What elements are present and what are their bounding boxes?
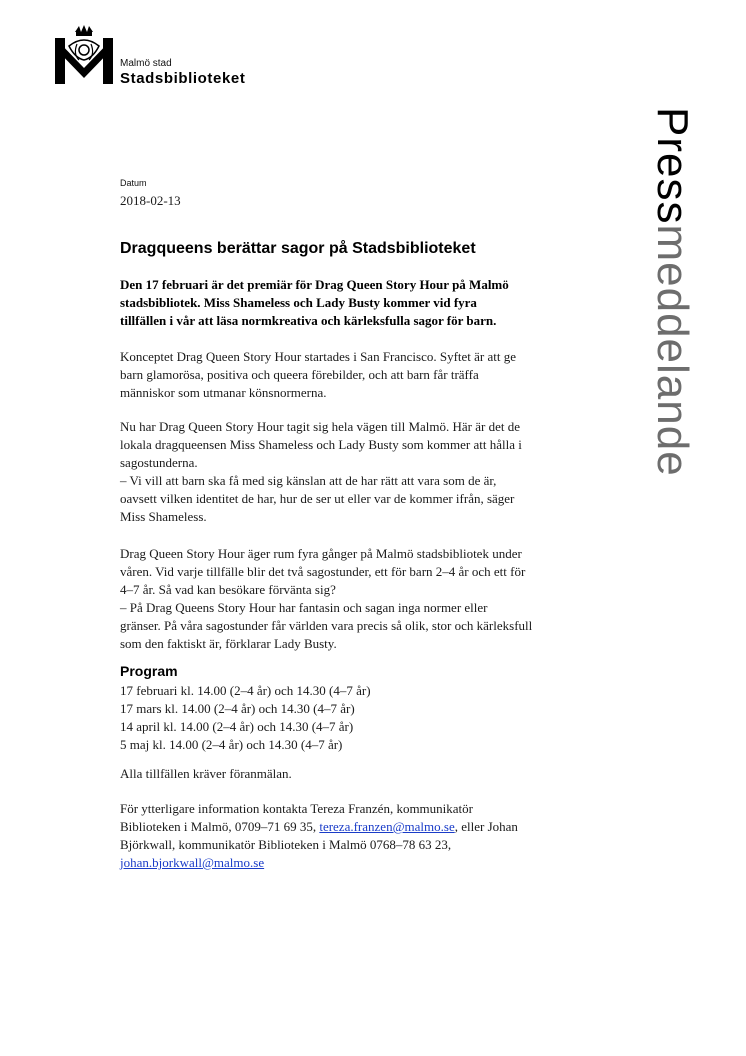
text-line: sagostunderna. [120,455,198,470]
program-heading: Program [120,663,178,679]
program-item: 17 februari kl. 14.00 (2–4 år) och 14.30 (4–7 år) [120,683,371,698]
email-link-tereza[interactable]: tereza.franzen@malmo.se [319,819,455,834]
text-line: Konceptet Drag Queen Story Hour startades i San Francisco. Syftet är att ge [120,349,517,364]
program-item: 17 mars kl. 14.00 (2–4 år) och 14.30 (4–7 år) [120,701,355,716]
contact-line [120,818,580,836]
page-title: Dragqueens berättar sagor på Stadsbiblioteket [120,240,476,257]
text-line: lokala dragqueensen Miss Shameless och Lady Busty som kommer att hålla i [120,437,522,452]
contact-text: , eller Johan [454,819,518,834]
paragraph-concept [120,348,590,402]
paragraph-malmo [120,418,590,526]
organization-name [120,58,245,88]
text-line: Nu har Drag Queen Story Hour tagit sig hela vägen till Malmö. Här är det de [120,419,520,434]
text-line: – På Drag Queens Story Hour har fantasin och sagan inga normer eller [120,600,488,615]
program-item: 5 maj kl. 14.00 (2–4 år) och 14.30 (4–7 år) [120,737,343,752]
lead-line: stadsbibliotek. Miss Shameless och Lady Busty kommer vid fyra [120,295,477,310]
lead-line: Den 17 februari är det premiär för Drag Queen Story Hour på Malmö [120,277,509,292]
text-line: gränser. På våra sagostunder får världen vara precis så olik, stor och kärleksfull [120,618,533,633]
contact-text: Biblioteken i Malmö, 0709–71 69 35, [120,819,320,834]
text-line: Drag Queen Story Hour äger rum fyra gånger på Malmö stadsbibliotek under [120,546,522,561]
lead-paragraph [120,276,570,330]
org-library: Stadsbiblioteket [120,70,246,87]
contact-paragraph [120,800,580,872]
registration-note: Alla tillfällen kräver föranmälan. [120,766,292,781]
text-line: 4–7 år. Så vad kan besökare förvänta sig? [120,582,336,597]
text-line: våren. Vid varje tillfälle blir det två sagostunder, ett för barn 2–4 år och ett för [120,564,526,579]
malmo-coat-of-arms-icon [53,24,115,86]
text-line: – Vi vill att barn ska få med sig känslan att de har rätt att vara som de är, [120,473,497,488]
text-line: Miss Shameless. [120,509,207,524]
text-line: som den faktiskt är, förklarar Lady Busty. [120,636,337,651]
email-link-johan[interactable]: johan.bjorkwall@malmo.se [120,855,265,870]
text-line: barn glamorösa, positiva och queera förebilder, och att barn får träffa [120,367,479,382]
contact-line: För ytterligare information kontakta Tereza Franzén, kommunikatör [120,801,473,816]
program-list [120,682,371,754]
program-item: 14 april kl. 14.00 (2–4 år) och 14.30 (4–7 år) [120,719,354,734]
pressmeddelande-side-title [648,107,696,477]
date-label: Datum [120,178,147,188]
lead-line: tillfällen i vår att läsa normkreativa och kärleksfulla sagor för barn. [120,313,497,328]
side-title-press: Press [648,107,697,225]
contact-line [120,854,580,872]
paragraph-schedule [120,545,590,653]
text-line: människor som utmanar könsnormerna. [120,385,327,400]
date-value: 2018-02-13 [120,193,181,208]
contact-line: Björkwall, kommunikatör Biblioteken i Malmö 0768–78 63 23, [120,837,452,852]
text-line: oavsett vilken identitet de har, hur de ser ut eller var de kommer ifrån, säger [120,491,515,506]
org-city: Malmö stad [120,58,172,69]
side-title-meddelande: meddelande [648,224,697,477]
